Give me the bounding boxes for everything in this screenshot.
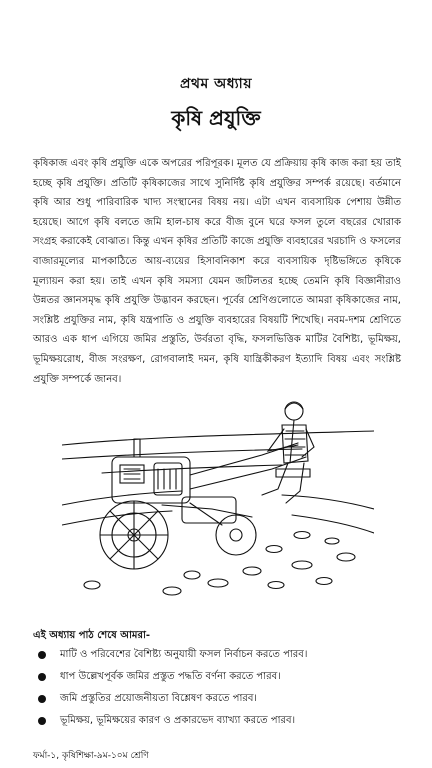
bullet-dot-icon xyxy=(38,651,46,659)
objectives-heading: এই অধ্যায় পাঠ শেষে আমরা- xyxy=(33,630,150,641)
objective-item xyxy=(38,670,398,692)
objective-text: জমি প্রস্তুতির প্রয়োজনীয়তা বিশ্লেষণ করতে পারব। xyxy=(60,693,257,704)
objective-text: ধাপ উল্লেখপূর্বক জমির প্রস্তুত পদ্ধতি বর্ণনা করতে পারব। xyxy=(60,671,281,682)
objective-text: ভূমিক্ষয়, ভূমিক্ষয়ের কারণ ও প্রকারভেদ ব্যাখ্যা করতে পারব। xyxy=(60,715,296,726)
objective-item xyxy=(38,648,398,670)
intro-paragraph: কৃষিকাজ এবং কৃষি প্রযুক্তি একে অপরের পরিপূরক। মূলত যে প্রক্রিয়ায় কৃষি কাজ করা হয় তাই হচ্ছে কৃষি প্রযুক্তি। প্রতিটি কৃষিকাজের সাথে সুনির্দিষ্ট কৃষি প্রযুক্তির সম্পর্ক রয়েছে। বর্তমানে কৃষি আর শুধু পারিবারিক খাদ্য সংস্থানের বিষয় নয়। এটা এখন ব্যবসায়িক পেশায় উন্নীত হয়েছে। আগে কৃষি বলতে জমি হাল-চাষ করে বীজ বুনে ঘরে ফসল তুলে বছরের খোরাক সংগ্রহ করাকেই বোঝাত। কিন্তু এখন কৃষির প্রতিটি কাজে প্রযুক্তি ব্যবহারের খরচাদি ও ফসলের বাজারমূল্যের মাপকাঠিতে আয়-ব্যয়ের হিসাবনিকাশ করে ব্যবসায়িক দৃষ্টিভঙ্গিতে কৃষিকে মূল্যায়ন করা হয়। তাই এখন কৃষি সমস্যা যেমন জটিলতর হচ্ছে তেমনি কৃষি বিজ্ঞানীরাও উন্নতর জ্ঞানসমৃদ্ধ কৃষি প্রযুক্তি উদ্ভাবন করছেন। পূর্বের শ্রেণিগুলোতে আমরা কৃষিকাজের নাম, সংশ্লিষ্ট প্রযুক্তির নাম, কৃষি যন্ত্রপাতি ও প্রযুক্তি ব্যবহারের বিষয়টি শিখেছি। নবম-দশম শ্রেণিতে আরও এক ধাপ এগিয়ে জমির প্রস্তুতি, উর্বরতা বৃদ্ধি, ফসলভিত্তিক মাটির বৈশিষ্ট্য, ভূমিক্ষয়, ভূমিক্ষয়রোধ, বীজ সংরক্ষণ, রোগবালাই দমন, কৃষি যান্ত্রিকীকরণ ইত্যাদি বিষয় এবং সংশ্লিষ্ট প্রযুক্তি সম্পর্কে জানব। xyxy=(33,158,401,385)
objective-text: মাটি ও পরিবেশের বৈশিষ্ট্য অনুযায়ী ফসল নির্বাচন করতে পারব। xyxy=(60,649,308,660)
objectives-list xyxy=(38,648,398,736)
chapter-title: কৃষি প্রযুক্তি xyxy=(171,106,261,130)
power-tiller-illustration xyxy=(62,385,374,603)
chapter-number: প্রথম অধ্যায় xyxy=(179,76,252,92)
bullet-dot-icon xyxy=(38,673,46,681)
objective-item xyxy=(38,692,398,714)
objective-item xyxy=(38,714,398,736)
bullet-dot-icon xyxy=(38,717,46,725)
bullet-dot-icon xyxy=(38,695,46,703)
page-footer: ফর্মা-১, কৃষিশিক্ষা-৯ম-১০ম শ্রেণি xyxy=(33,751,149,761)
